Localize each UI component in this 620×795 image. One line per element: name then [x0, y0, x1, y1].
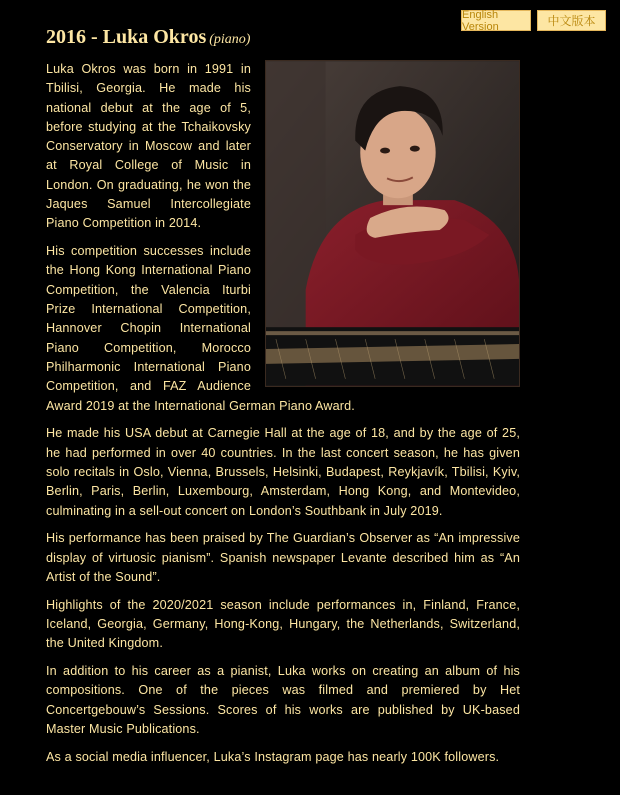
chinese-version-button[interactable]: 中文版本	[537, 10, 606, 31]
bio-paragraph: Luka Okros was born in 1991 in Tbilisi, Georgia. He made his national debut at the age of 5, before studying at the Tchaikovsky Conservatory in Moscow and later at Royal College of Music in London. On graduating, he won the Jaques Samuel Intercollegiate Piano Competition in 2014.	[46, 62, 251, 231]
title-text: 2016 - Luka Okros	[46, 26, 207, 48]
bio-paragraph: As a social media influencer, Luka’s Instagram page has nearly 100K followers.	[46, 749, 500, 764]
page-title	[46, 26, 250, 49]
title-instrument: (piano)	[209, 32, 251, 47]
bio-paragraph: In addition to his career as a pianist, Luka works on creating an album of his compositions. One of the pieces was filmed and premiered by Het Concertgebouw’s Sessions. Scores of his works are published by UK-based Master Music Publications.	[46, 664, 520, 736]
bio-paragraph: His performance has been praised by The Guardian’s Observer as “An impressive display of virtuosic pianism”. Spanish newspaper Levante described him as “An Artist of the Sound”.	[46, 531, 520, 584]
biography	[46, 60, 520, 776]
english-version-button[interactable]: English Version	[461, 10, 531, 31]
bio-paragraph: His competition successes include the Hong Kong International Piano Competition, the Valencia Iturbi Prize International Competition, Hannover Chopin International Piano Competition, Morocco Philharmonic International Piano Competition, and FAZ Audience Award 2019 at the International German Piano Award.	[46, 244, 355, 413]
bio-paragraph: Highlights of the 2020/2021 season include performances in, Finland, France, Iceland, Georgia, Germany, Hong-Kong, Hungary, the Netherlands, Switzerland, the United Kingdom.	[46, 597, 520, 651]
bio-paragraph: He made his USA debut at Carnegie Hall at the age of 18, and by the age of 25, he had performed in over 40 countries. In the last concert season, he has given solo recitals in Oslo, Vienna, Brussels, Helsinki, Budapest, Reykjavík, Tbilisi, Kyiv, Berlin, Paris, Berlin, Luxembourg, Amsterdam, Hong Kong, and Montevideo, culminating in a sell-out concert on London’s Southbank in July 2019.	[46, 426, 520, 518]
portrait-photo	[265, 60, 520, 387]
